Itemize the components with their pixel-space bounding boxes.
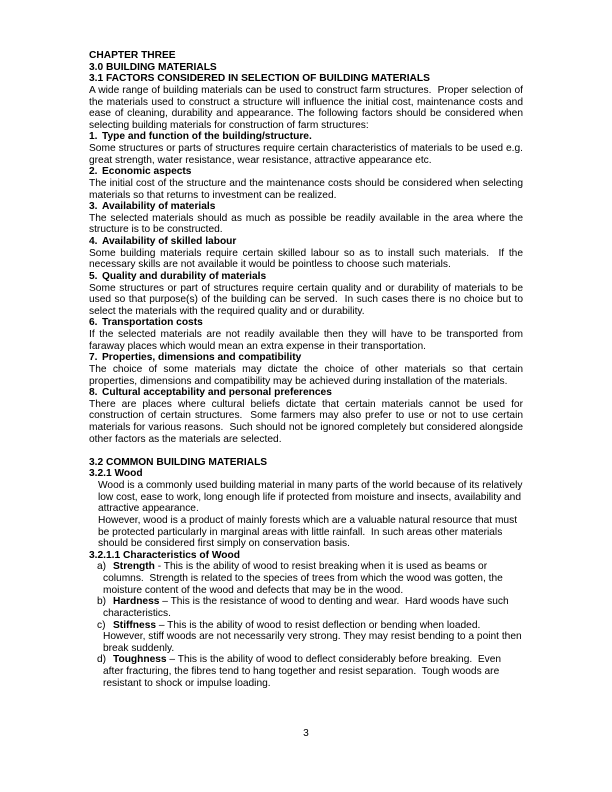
indented-paragraph: However, wood is a product of mainly forests which are a valuable natural resource that must be protected particularly in marginal areas with little rainfall. In such areas other materials should be considered first simply on conservation basis. bbox=[98, 514, 520, 550]
section-heading: 3.2 COMMON BUILDING MATERIALS bbox=[89, 456, 268, 468]
body-paragraph: There are places where cultural beliefs dictate that certain materials cannot be used for construction of certain structures. Some farmers may also prefer to use or not to use certain materials for various reasons. Such should not be ignored completely but considered alongside other factors as the materials are selected. bbox=[89, 398, 526, 445]
list-letter: d) bbox=[97, 654, 107, 666]
numbered-heading-label: Economic aspects bbox=[102, 166, 192, 178]
list-number: 6. bbox=[89, 317, 98, 329]
numbered-heading-label: Properties, dimensions and compatibility bbox=[102, 352, 302, 364]
list-number: 3. bbox=[89, 201, 98, 213]
body-paragraph: Some building materials require certain skilled labour so as to install such materials. If the necessary skills are not available it would be pointless to choose such materials. bbox=[89, 247, 526, 271]
list-number: 5. bbox=[89, 270, 98, 282]
list-letter: b) bbox=[97, 596, 107, 608]
body-paragraph: The choice of some materials may dictate the choice of other materials so that certain properties, dimensions and compatibility may be achieved during installation of the materials. bbox=[89, 363, 526, 387]
section-heading: 3.1 FACTORS CONSIDERED IN SELECTION OF BUILDING MATERIALS bbox=[89, 73, 430, 85]
list-number: 8. bbox=[89, 387, 98, 399]
section-heading: 3.2.1 Wood bbox=[89, 468, 143, 480]
numbered-heading-label: Transportation costs bbox=[102, 317, 203, 329]
numbered-heading bbox=[89, 317, 523, 329]
paragraph-spacer bbox=[89, 445, 523, 457]
body-paragraph: The initial cost of the structure and the maintenance costs should be considered when selecting materials so that returns to investment can be realized. bbox=[89, 177, 526, 201]
list-term: Stiffness bbox=[113, 619, 157, 631]
body-paragraph: Some structures or parts of structures require certain characteristics of materials to be used e.g. great strength, water resistance, wear resistance, attractive appearance etc. bbox=[89, 143, 526, 166]
numbered-heading-label: Type and function of the building/structure. bbox=[102, 131, 312, 143]
body-paragraph: If the selected materials are not readily available then they will have to be transported from faraway places which would mean an extra expense in their transportation. bbox=[89, 329, 526, 352]
list-number: 4. bbox=[89, 236, 98, 247]
list-term: Toughness bbox=[113, 654, 167, 666]
list-number: 1. bbox=[89, 131, 98, 143]
list-term: Strength bbox=[113, 561, 155, 573]
list-item-text: - This is the ability of wood to resist breaking when it is used as beams or columns. Strength is related to the species of trees from which the wood was gotten, the moisture content of the wood and defects that may be in the wood. bbox=[103, 561, 506, 596]
list-number: 2. bbox=[89, 166, 98, 178]
body-paragraph: A wide range of building materials can be used to construct farm structures. Proper selection of the materials used to construct a structure will influence the initial cost, maintenance costs and ease of cleaning, durability and appearance. The following factors should be considered when selecting building materials for construction of farm structures: bbox=[89, 84, 526, 131]
list-item bbox=[89, 654, 523, 689]
list-term: Hardness bbox=[113, 596, 160, 608]
numbered-heading-label: Cultural acceptability and personal preferences bbox=[102, 387, 332, 399]
document-content bbox=[89, 50, 526, 689]
list-letter: c) bbox=[97, 619, 106, 631]
list-letter: a) bbox=[97, 561, 107, 573]
numbered-heading-label: Availability of skilled labour bbox=[102, 236, 237, 247]
list-item-text: – This is the ability of wood to deflect considerably before breaking. Even after fracturing, the fibres tend to hang together and resist separation. Tough woods are resistant to shock or impulse loading. bbox=[103, 654, 504, 689]
list-item-text: – This is the ability of wood to resist deflection or bending when loaded. However, stiff woods are not necessarily very strong. They may resist bending to a point then break suddenly. bbox=[103, 619, 525, 654]
body-paragraph: Some structures or part of structures require certain quality and or durability of materials to be used so that purpose(s) of the building can be served. In such cases there is no choice but to select the materials with the required quality and or durability. bbox=[89, 282, 526, 317]
numbered-heading bbox=[89, 352, 523, 364]
numbered-heading bbox=[89, 387, 523, 399]
list-item bbox=[89, 596, 523, 619]
section-heading: 3.2.1.1 Characteristics of Wood bbox=[89, 549, 240, 561]
section-heading: 3.0 BUILDING MATERIALS bbox=[89, 61, 217, 73]
numbered-heading bbox=[89, 131, 523, 143]
list-item bbox=[89, 561, 523, 596]
section-heading: CHAPTER THREE bbox=[89, 50, 176, 61]
numbered-heading-label: Availability of materials bbox=[102, 201, 216, 213]
body-paragraph: The selected materials should as much as possible be readily available in the area where the structure is to be constructed. bbox=[89, 212, 526, 236]
numbered-heading bbox=[89, 201, 523, 213]
page-number: 3 bbox=[303, 728, 309, 739]
numbered-heading bbox=[89, 236, 523, 248]
numbered-heading bbox=[89, 271, 523, 283]
numbered-heading bbox=[89, 166, 523, 178]
list-item bbox=[89, 620, 523, 655]
indented-paragraph: Wood is a commonly used building material in many parts of the world because of its relatively low cost, ease to work, long enough life if protected from moisture and insects, availability and attractive appearance. bbox=[98, 480, 526, 515]
list-item-text: – This is the resistance of wood to denting and wear. Hard woods have such characteristics. bbox=[103, 596, 512, 619]
numbered-heading-label: Quality and durability of materials bbox=[102, 270, 267, 282]
list-number: 7. bbox=[89, 352, 98, 364]
